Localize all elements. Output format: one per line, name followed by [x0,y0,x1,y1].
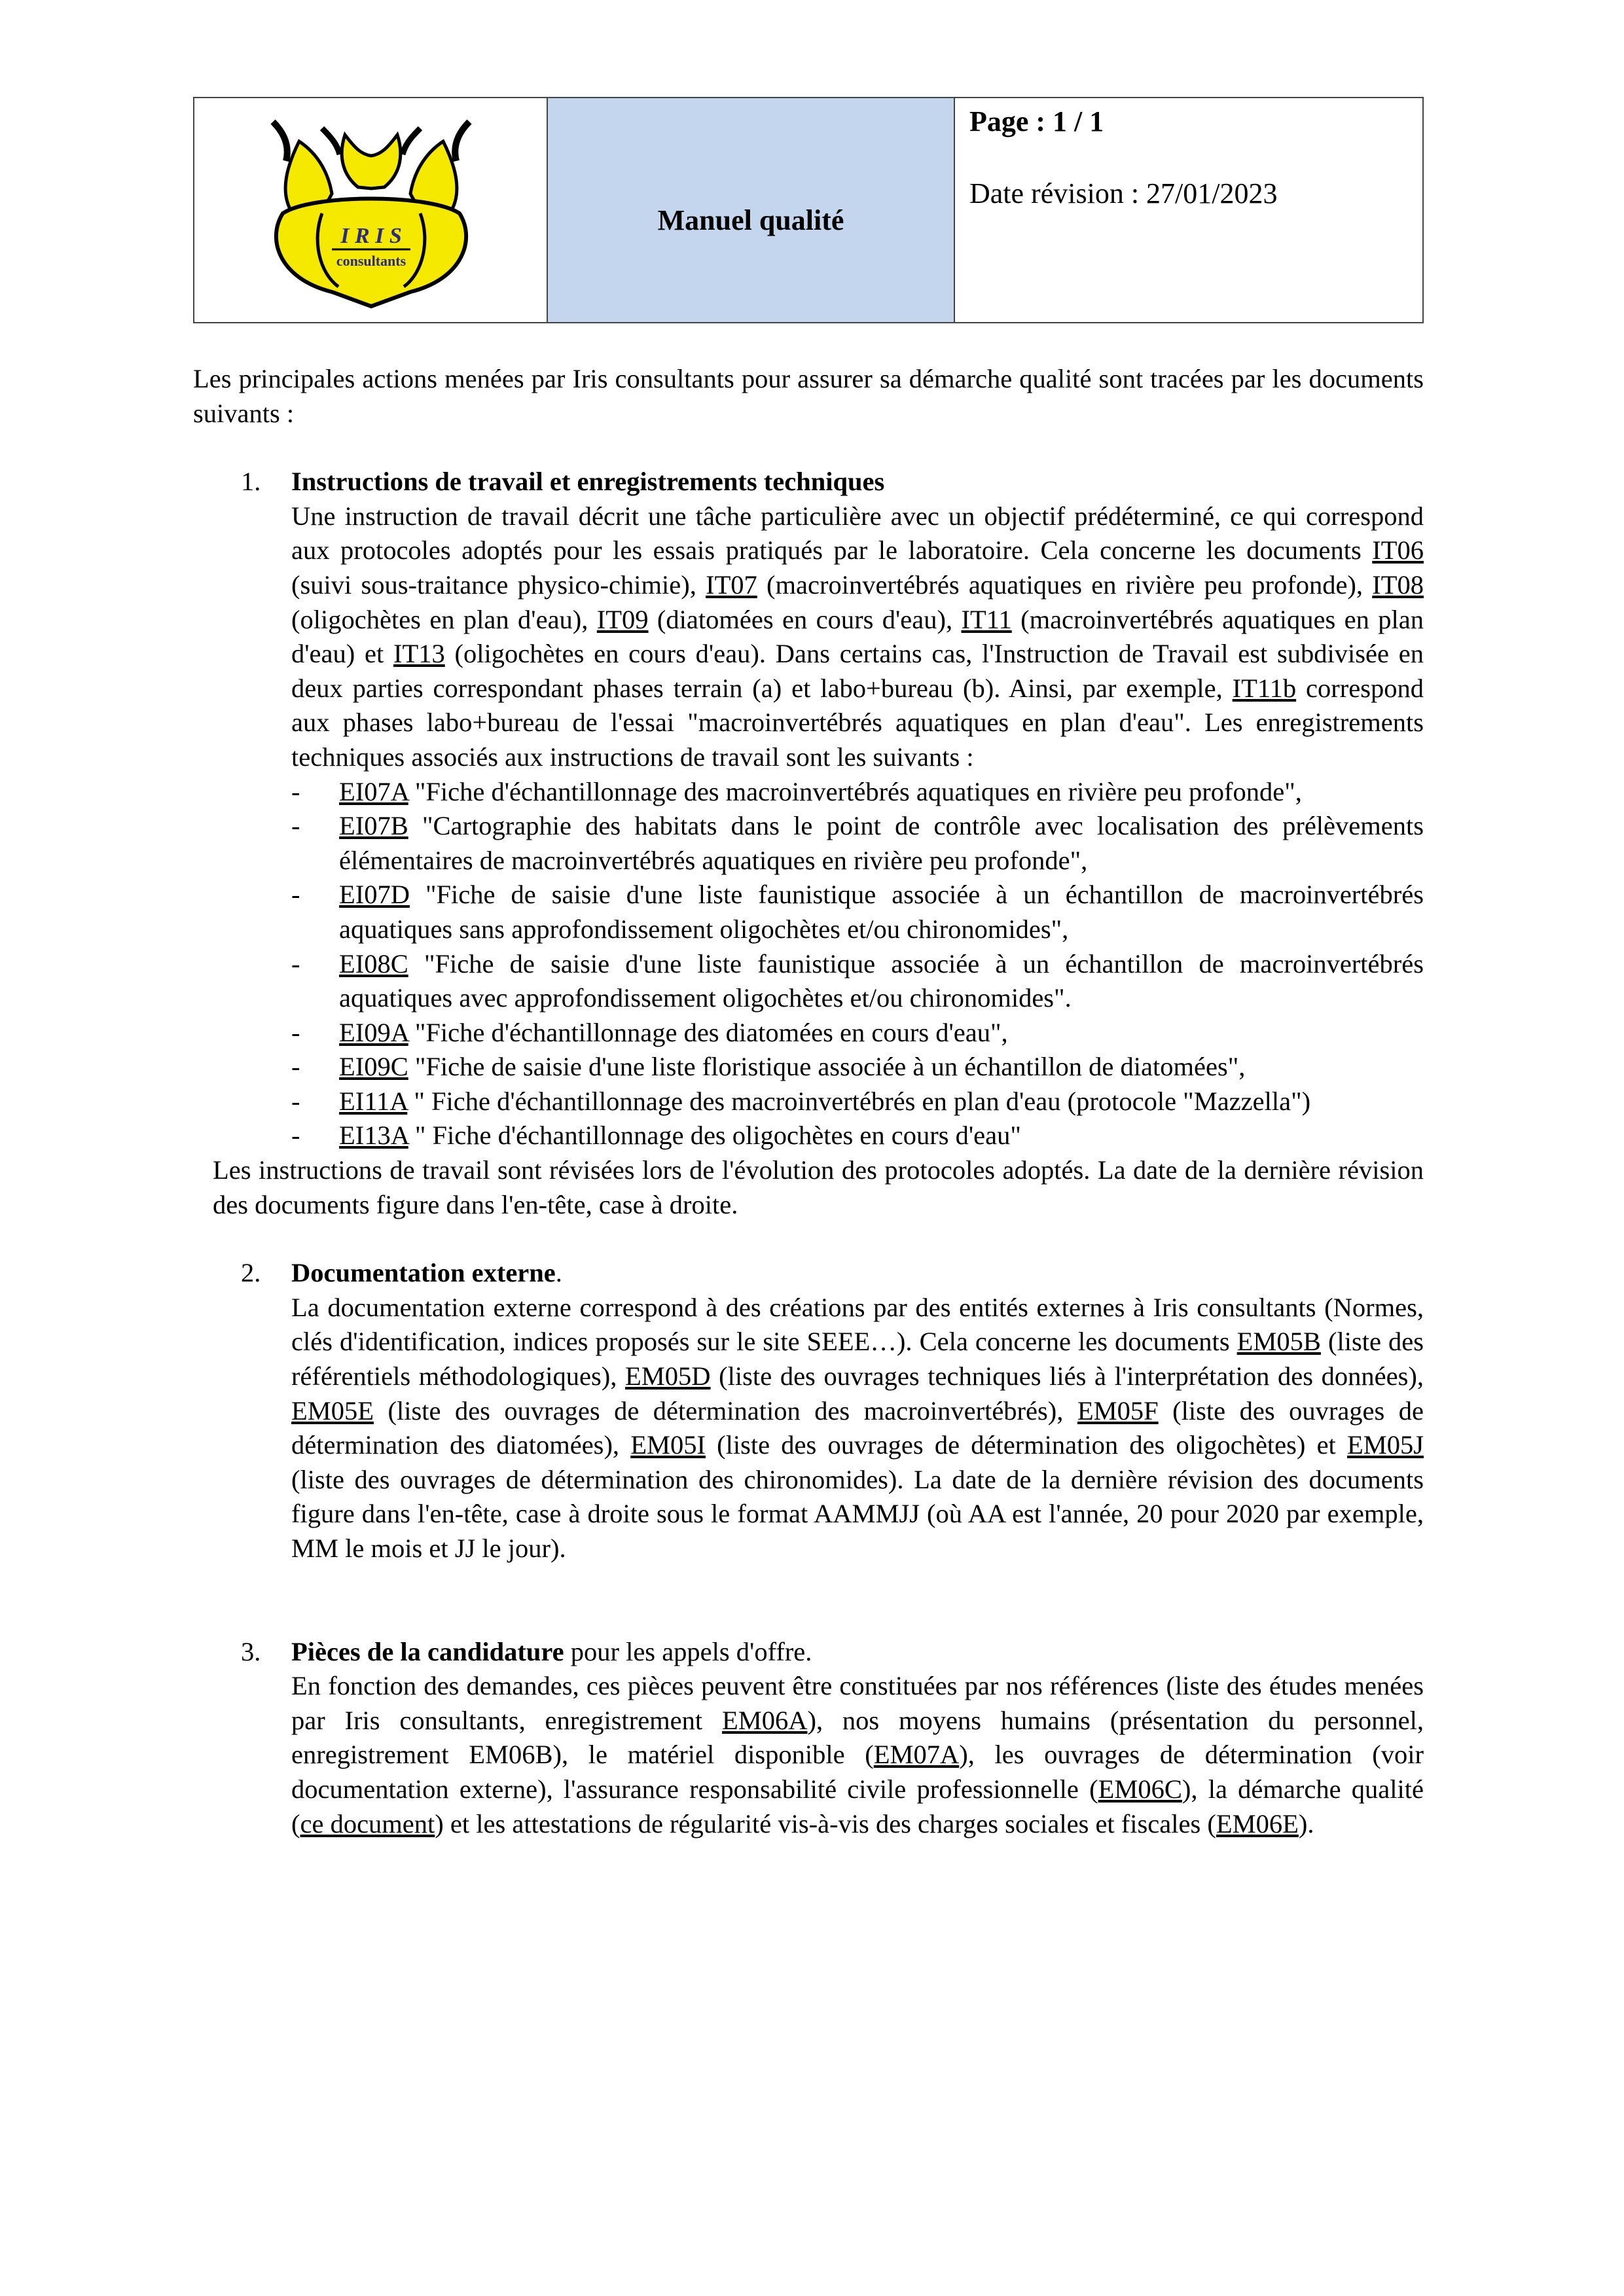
list-item: - EI09C "Fiche de saisie d'une liste floristique associée à un échantillon de diatomées", [291,1052,1246,1082]
link-it11b[interactable]: IT11b [1232,673,1297,703]
link-em06c[interactable]: EM06C [1098,1774,1182,1804]
link-it06[interactable]: IT06 [1372,535,1424,565]
header-table [193,97,1424,323]
link-it13[interactable]: IT13 [393,639,445,669]
document-info-cell [955,98,1422,322]
list-item: - EI07A "Fiche d'échantillonnage des macroinvertébrés aquatiques en rivière peu profonde", [291,776,1302,806]
link-ce-document[interactable]: ce document [300,1808,435,1839]
link-ei09a[interactable]: EI09A [339,1017,408,1047]
section-1 [193,465,1424,1222]
link-ei13a[interactable]: EI13A [339,1121,408,1151]
link-em06e[interactable]: EM06E [1216,1808,1299,1839]
link-it09[interactable]: IT09 [596,604,649,634]
iris-consultants-logo [260,115,482,312]
section-1-title: Instructions de travail et enregistrements techniques [291,467,885,497]
link-ei07b[interactable]: EI07B [339,811,408,841]
link-it11[interactable]: IT11 [961,604,1012,634]
list-item: - EI11A " Fiche d'échantillonnage des macroinvertébrés en plan d'eau (protocole "Mazzella") [291,1086,1311,1116]
section-1-paragraph: Une instruction de travail décrit une tâche particulière avec un objectif prédéterminé, ce qui correspond aux protocoles adoptés pour les essais pratiqués par le laboratoire. Cela concerne les documents IT06 (suivi sous-traitance physico-chimie), IT07 (macroinvertébrés aquatiques en rivière peu profonde), IT08 (oligochètes en plan d'eau), IT09 (diatomées en cours d'eau), IT11 (macroinvertébrés aquatiques en plan d'eau) et IT13 (oligochètes en cours d'eau). Dans certains cas, l'Instruction de Travail est subdivisée en deux parties correspondant phases terrain (a) et labo+bureau (b). Ainsi, par exemple, IT11b correspond aux phases labo+bureau de l'essai "macroinvertébrés aquatiques en plan d'eau". Les enregistrements techniques associés aux instructions de travail sont les suivants : [291,501,1424,772]
link-em05e[interactable]: EM05E [291,1395,374,1426]
link-ei07d[interactable]: EI07D [339,880,410,910]
link-em06a[interactable]: EM06A [721,1705,808,1735]
revision-date: Date révision : 27/01/2023 [969,177,1278,209]
link-ei09c[interactable]: EI09C [339,1052,408,1082]
link-em07a[interactable]: EM07A [873,1740,960,1770]
section-3-heading: Pièces de la candidature pour les appels d'offre. [291,1636,812,1666]
list-item: - EI07D "Fiche de saisie d'une liste faunistique associée à un échantillon de macroinvertébrés aquatiques sans approfondissement oligochètes et/ou chironomides", [291,880,1424,944]
link-em05j[interactable]: EM05J [1346,1430,1424,1460]
link-ei07a[interactable]: EI07A [339,776,408,806]
link-ei08c[interactable]: EI08C [339,948,408,978]
section-2-number: 2. [241,1258,261,1288]
link-em05f[interactable]: EM05F [1077,1395,1159,1426]
technical-records-list [291,775,1424,1154]
section-3-number: 3. [241,1636,261,1666]
document-body [193,362,1424,1841]
logo-text-iris: I R I S [340,224,402,248]
link-em05i[interactable]: EM05I [630,1430,706,1460]
logo-text-consultants: consultants [336,253,406,269]
document-title-cell [548,98,955,322]
link-em05b[interactable]: EM05B [1236,1327,1321,1357]
link-it07[interactable]: IT07 [706,569,757,600]
page-number: Page : 1 / 1 [969,105,1104,137]
section-3-paragraph: En fonction des demandes, ces pièces peuvent être constituées par nos références (liste des études menées par Iris consultants, enregistrement EM06A), nos moyens humains (présentation du personnel, enregistrement EM06B), le matériel disponible (EM07A), les ouvrages de détermination (voir documentation externe), l'assurance responsabilité civile professionnelle (EM06C), la démarche qualité (ce document) et les attestations de régularité vis-à-vis des charges sociales et fiscales (EM06E). [291,1671,1424,1839]
list-item: - EI09A "Fiche d'échantillonnage des diatomées en cours d'eau", [291,1017,1008,1047]
section-2 [193,1256,1424,1566]
section-2-heading: Documentation externe. [291,1258,562,1288]
logo-cell [194,98,548,322]
link-em05d[interactable]: EM05D [625,1361,711,1391]
link-ei11a[interactable]: EI11A [339,1086,408,1116]
list-item: - EI13A " Fiche d'échantillonnage des oligochètes en cours d'eau" [291,1121,1021,1151]
section-2-title: Documentation externe [291,1258,556,1288]
section-1-closing: Les instructions de travail sont révisées lors de l'évolution des protocoles adoptés. La date de la dernière révision des documents figure dans l'en-tête, case à droite. [213,1155,1424,1219]
section-1-number: 1. [241,467,261,497]
document-title: Manuel qualité [657,204,844,236]
section-3-title: Pièces de la candidature [291,1636,564,1666]
section-3 [193,1635,1424,1842]
link-it08[interactable]: IT08 [1372,569,1424,600]
list-item: - EI07B "Cartographie des habitats dans le point de contrôle avec localisation des prélèvements élémentaires de macroinvertébrés aquatiques en rivière peu profonde", [291,811,1424,875]
intro-paragraph: Les principales actions menées par Iris consultants pour assurer sa démarche qualité sont tracées par les documents suivants : [193,364,1424,428]
section-2-paragraph: La documentation externe correspond à des créations par des entités externes à Iris consultants (Normes, clés d'identification, indices proposés sur le site SEEE…). Cela concerne les documents EM05B (liste des référentiels méthodologiques), EM05D (liste des ouvrages techniques liés à l'interprétation des données), EM05E (liste des ouvrages de détermination des macroinvertébrés), EM05F (liste des ouvrages de détermination des diatomées), EM05I (liste des ouvrages de détermination des oligochètes) et EM05J (liste des ouvrages de détermination des chironomides). La date de la dernière révision des documents figure dans l'en-tête, case à droite sous le format AAMMJJ (où AA est l'année, 20 pour 2020 par exemple, MM le mois et JJ le jour). [291,1292,1424,1563]
list-item: - EI08C "Fiche de saisie d'une liste faunistique associée à un échantillon de macroinvertébrés aquatiques avec approfondissement oligochètes et/ou chironomides". [291,948,1424,1013]
